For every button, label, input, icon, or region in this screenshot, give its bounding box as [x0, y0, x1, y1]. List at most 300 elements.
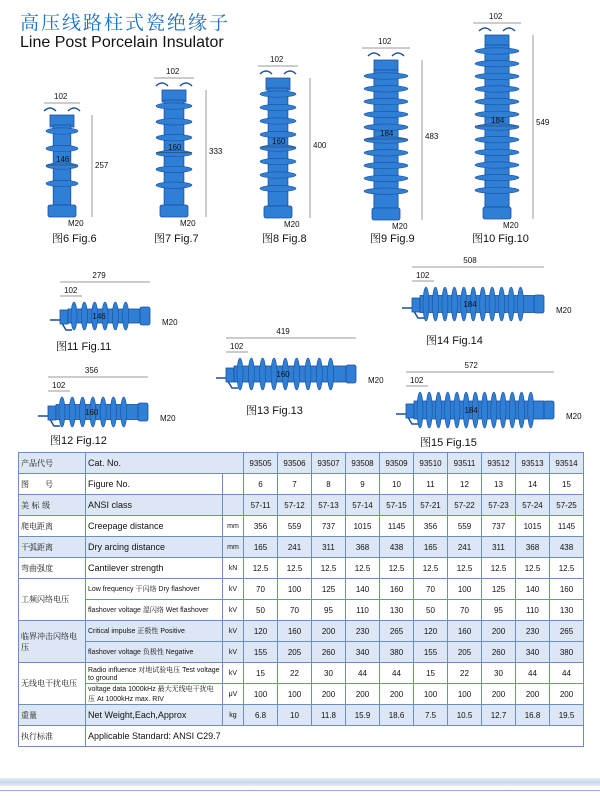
value-cell: 57-22: [448, 495, 482, 516]
weight-row: [19, 705, 584, 726]
insulator-base: [140, 307, 150, 325]
value-cell: 13: [482, 474, 516, 495]
length-dimension: 419: [276, 327, 290, 336]
value-cell: 15: [550, 474, 584, 495]
value-cell: 12: [448, 474, 482, 495]
value-cell: 356: [414, 516, 448, 537]
thread-size: M20: [566, 412, 582, 421]
insulator-shed: [445, 392, 451, 428]
value-cell: 10: [278, 705, 312, 726]
insulator-shed: [260, 358, 266, 390]
insulator-shed: [260, 172, 296, 178]
value-cell: 44: [346, 663, 380, 684]
insulator-shed: [305, 358, 311, 390]
row-label-cn: 爬电距离: [19, 516, 86, 537]
cap-clamp: [368, 53, 404, 56]
insulator-shed: [112, 302, 118, 330]
value-cell: 57-25: [550, 495, 584, 516]
insulator-shed: [260, 158, 296, 164]
value-cell: 57-15: [380, 495, 414, 516]
value-cell: 50: [244, 600, 278, 621]
value-cell: 110: [516, 600, 550, 621]
row-label-cn: 重量: [19, 705, 86, 726]
value-cell: 155: [244, 642, 278, 663]
insulator-shed: [475, 86, 519, 92]
row-label-en: Figure No.: [86, 474, 223, 495]
value-cell: 737: [482, 516, 516, 537]
table-row: [19, 474, 584, 495]
cat-number-cell: 93506: [278, 453, 312, 474]
value-cell: 120: [244, 621, 278, 642]
width-dimension: 102: [54, 92, 68, 101]
thread-size: M20: [284, 220, 300, 229]
cat-number-cell: 93509: [380, 453, 414, 474]
diameter-dimension: 146: [92, 312, 106, 321]
insulator-shed: [260, 118, 296, 124]
value-cell: 12.5: [380, 558, 414, 579]
insulator-shed: [328, 358, 334, 390]
cat-number-cell: 93507: [312, 453, 346, 474]
insulator-shed: [81, 302, 87, 330]
thread-size: M20: [180, 219, 196, 228]
insulator-shed: [451, 287, 457, 321]
thread-size: M20: [556, 306, 572, 315]
value-cell: 22: [278, 663, 312, 684]
insulator-shed: [316, 358, 322, 390]
value-cell: 11: [414, 474, 448, 495]
value-cell: 120: [414, 621, 448, 642]
insulator-shed: [482, 392, 488, 428]
value-cell: 19.5: [550, 705, 584, 726]
value-cell: 230: [516, 621, 550, 642]
insulator-shed: [123, 302, 129, 330]
value-cell: 265: [550, 621, 584, 642]
value-cell: 737: [312, 516, 346, 537]
row-label-en: Cantilever strength: [86, 558, 223, 579]
unit-cell: mm: [223, 516, 244, 537]
value-cell: 70: [414, 579, 448, 600]
value-cell: 165: [244, 537, 278, 558]
value-cell: 50: [414, 600, 448, 621]
value-cell: 260: [312, 642, 346, 663]
value-cell: 125: [312, 579, 346, 600]
insulator-shed: [509, 392, 515, 428]
insulator-shed: [423, 287, 429, 321]
insulator-shed: [475, 162, 519, 168]
width-dimension: 102: [378, 37, 392, 46]
insulator-shed: [248, 358, 254, 390]
insulator-shed: [475, 149, 519, 155]
bottom-stripe: [0, 778, 600, 786]
value-cell: 16.8: [516, 705, 550, 726]
value-cell: 12.5: [550, 558, 584, 579]
thread-size: M20: [503, 221, 519, 230]
unit-cell: kV: [223, 663, 244, 684]
value-cell: 100: [244, 684, 278, 705]
diameter-dimension: 160: [84, 408, 99, 417]
table-row: [19, 558, 584, 579]
figure-label: 图10 Fig.10: [472, 233, 529, 245]
value-cell: 7.5: [414, 705, 448, 726]
diameter-dimension: 160: [168, 142, 182, 152]
insulator-cap: [226, 368, 234, 382]
value-cell: 95: [312, 600, 346, 621]
value-cell: 140: [346, 579, 380, 600]
value-cell: 12.5: [516, 558, 550, 579]
insulator-cap: [406, 404, 414, 418]
insulator-shed: [364, 86, 408, 92]
group-sub-label: voltage data 1000kHz 最大无线电干扰电压 At 1000kHz max. RIV: [86, 684, 223, 705]
header-row: [19, 453, 584, 474]
insulator-shed: [237, 358, 243, 390]
bottom-line: [0, 790, 600, 791]
insulator-shed: [417, 392, 423, 428]
insulator-cap: [48, 406, 56, 420]
value-cell: 200: [482, 684, 516, 705]
insulator-shed: [454, 392, 460, 428]
value-cell: 311: [312, 537, 346, 558]
insulator-base: [483, 207, 511, 219]
value-cell: 1015: [346, 516, 380, 537]
insulator-shed: [71, 302, 77, 330]
value-cell: 12.5: [244, 558, 278, 579]
thread-size: M20: [392, 222, 408, 231]
height-dimension: 257: [95, 161, 109, 170]
insulator-shed: [364, 111, 408, 117]
insulator-cap: [412, 298, 420, 312]
value-cell: 125: [482, 579, 516, 600]
unit-cell: kN: [223, 558, 244, 579]
table-row: [19, 600, 584, 621]
value-cell: 6.8: [244, 705, 278, 726]
unit-cell: [223, 474, 244, 495]
length-dimension: 572: [464, 361, 478, 370]
insulator-shed: [100, 397, 106, 427]
value-cell: 160: [550, 579, 584, 600]
insulator-shed: [508, 287, 514, 321]
diameter-dimension: 184: [464, 406, 478, 415]
insulator-shed: [364, 73, 408, 79]
value-cell: 15.9: [346, 705, 380, 726]
title-chinese: 高压线路柱式瓷绝缘子: [20, 12, 231, 34]
height-dimension: 400: [313, 141, 327, 151]
value-cell: 438: [380, 537, 414, 558]
insulator-shed: [110, 397, 116, 427]
table-row: [19, 579, 584, 600]
value-cell: 155: [414, 642, 448, 663]
row-label-en: ANSI class: [86, 495, 223, 516]
thread-size: M20: [368, 376, 384, 385]
value-cell: 6: [244, 474, 278, 495]
value-cell: 140: [516, 579, 550, 600]
insulator-shed: [500, 392, 506, 428]
table-row: [19, 621, 584, 642]
value-cell: 368: [346, 537, 380, 558]
row-label-cn: 干弧距离: [19, 537, 86, 558]
value-cell: 15: [244, 663, 278, 684]
cap-clamp: [44, 108, 80, 111]
insulator-shed: [475, 48, 519, 54]
value-cell: 160: [448, 621, 482, 642]
group-sub-label: flashover voltage 湿闪络 Wet flashover: [86, 600, 223, 621]
diameter-dimension: 184: [380, 129, 394, 138]
group-sub-label: flashover voltage 负极性 Negative: [86, 642, 223, 663]
width-dimension: 102: [270, 55, 284, 64]
unit-cell: kV: [223, 621, 244, 642]
row-label-cn: 产品代号: [19, 453, 86, 474]
thread-size: M20: [68, 219, 84, 228]
value-cell: 200: [346, 684, 380, 705]
insulator-cap: [60, 310, 68, 324]
width-dimension: 102: [489, 12, 503, 21]
value-cell: 70: [244, 579, 278, 600]
value-cell: 205: [278, 642, 312, 663]
value-cell: 57-14: [346, 495, 380, 516]
height-dimension: 549: [536, 117, 550, 127]
insulator-base: [544, 401, 554, 419]
cap-clamp: [156, 83, 192, 86]
group-label-cn: 无线电干扰电压: [19, 663, 86, 705]
value-cell: 200: [312, 621, 346, 642]
thread-size: M20: [160, 414, 176, 423]
value-cell: 160: [380, 579, 414, 600]
title-english: Line Post Porcelain Insulator: [20, 34, 224, 51]
value-cell: 18.6: [380, 705, 414, 726]
insulator-shed: [426, 392, 432, 428]
diameter-dimension: 184: [463, 300, 477, 309]
insulator-base: [264, 206, 292, 218]
figure-label: 图12 Fig.12: [50, 435, 107, 447]
table-row: [19, 516, 584, 537]
insulator-shed: [528, 392, 534, 428]
cat-number-cell: 93508: [346, 453, 380, 474]
insulator-shed: [435, 392, 441, 428]
value-cell: 438: [550, 537, 584, 558]
table-row: [19, 495, 584, 516]
value-cell: 30: [312, 663, 346, 684]
value-cell: 265: [380, 621, 414, 642]
value-cell: 57-12: [278, 495, 312, 516]
value-cell: 12.5: [278, 558, 312, 579]
group-label-cn: 工频闪络电压: [19, 579, 86, 621]
insulator-base: [138, 403, 148, 421]
value-cell: 12.5: [312, 558, 346, 579]
insulator-shed: [499, 287, 505, 321]
figure-label: 图6 Fig.6: [52, 233, 97, 245]
value-cell: 12.5: [448, 558, 482, 579]
insulator-base: [346, 365, 356, 383]
group-sub-label: Low frequency 干闪络 Dry flashover: [86, 579, 223, 600]
value-cell: 8: [312, 474, 346, 495]
value-cell: 130: [380, 600, 414, 621]
value-cell: 380: [550, 642, 584, 663]
insulator-shed: [475, 187, 519, 193]
value-cell: 100: [448, 579, 482, 600]
diameter-dimension: 184: [491, 116, 505, 125]
insulator-shed: [156, 134, 192, 140]
insulator-shed: [260, 185, 296, 191]
row-label-cn: 弯曲强度: [19, 558, 86, 579]
value-cell: 311: [482, 537, 516, 558]
cap-clamp: [260, 71, 296, 74]
width-dimension: 102: [64, 286, 78, 295]
insulator-shed: [364, 175, 408, 181]
unit-cell: mm: [223, 537, 244, 558]
value-cell: 12.5: [346, 558, 380, 579]
value-cell: 100: [278, 579, 312, 600]
value-cell: 44: [380, 663, 414, 684]
insulator-shed: [121, 397, 127, 427]
value-cell: 380: [380, 642, 414, 663]
value-cell: 7: [278, 474, 312, 495]
unit-cell: kg: [223, 705, 244, 726]
cat-number-cell: 93511: [448, 453, 482, 474]
insulator-shed: [156, 119, 192, 125]
group-sub-label: Critical impulse 正极性 Positive: [86, 621, 223, 642]
unit-cell: kV: [223, 579, 244, 600]
figure-label: 图11 Fig.11: [56, 341, 112, 353]
value-cell: 70: [278, 600, 312, 621]
cat-number-cell: 93505: [244, 453, 278, 474]
cat-number-cell: 93510: [414, 453, 448, 474]
value-cell: 205: [448, 642, 482, 663]
value-cell: 160: [278, 621, 312, 642]
value-cell: 241: [278, 537, 312, 558]
unit-cell: kV: [223, 600, 244, 621]
value-cell: 1145: [550, 516, 584, 537]
table-row: [19, 684, 584, 705]
insulator-shed: [491, 392, 497, 428]
insulator-shed: [69, 397, 75, 427]
figure-label: 图9 Fig.9: [370, 233, 415, 245]
width-dimension: 102: [230, 342, 244, 351]
value-cell: 57-21: [414, 495, 448, 516]
group-sub-label: Radio influence 对地试验电压 Test voltage to ground: [86, 663, 223, 684]
cat-number-cell: 93512: [482, 453, 516, 474]
row-label-en: Creepage distance: [86, 516, 223, 537]
insulator-shed: [260, 104, 296, 110]
value-cell: 260: [482, 642, 516, 663]
value-cell: 340: [346, 642, 380, 663]
insulator-shed: [364, 188, 408, 194]
value-cell: 95: [482, 600, 516, 621]
value-cell: 12.5: [414, 558, 448, 579]
value-cell: 130: [550, 600, 584, 621]
value-cell: 110: [346, 600, 380, 621]
insulator-shed: [156, 182, 192, 188]
insulator-shed: [480, 287, 486, 321]
value-cell: 200: [380, 684, 414, 705]
spec-table: [18, 452, 584, 747]
figure-label: 图14 Fig.14: [426, 335, 483, 347]
value-cell: 11.8: [312, 705, 346, 726]
table-row: [19, 642, 584, 663]
width-dimension: 102: [166, 67, 180, 76]
insulator-shed: [294, 358, 300, 390]
value-cell: 200: [550, 684, 584, 705]
insulator-shed: [442, 287, 448, 321]
value-cell: 9: [346, 474, 380, 495]
insulator-shed: [364, 98, 408, 104]
unit-cell: [223, 495, 244, 516]
figure-label: 图8 Fig.8: [262, 233, 307, 245]
value-cell: 15: [414, 663, 448, 684]
standard-cell: Applicable Standard: ANSI C29.7: [86, 726, 584, 747]
insulator-shed: [46, 128, 78, 134]
value-cell: 22: [448, 663, 482, 684]
width-dimension: 102: [52, 381, 66, 390]
insulator-shed: [156, 103, 192, 109]
insulator-shed: [475, 73, 519, 79]
cat-number-cell: 93514: [550, 453, 584, 474]
cat-number-cell: 93513: [516, 453, 550, 474]
group-label-cn: 临界冲击闪络电压: [19, 621, 86, 663]
diameter-dimension: 146: [56, 155, 70, 164]
value-cell: 1145: [380, 516, 414, 537]
value-cell: 356: [244, 516, 278, 537]
insulator-shed: [156, 166, 192, 172]
value-cell: 230: [346, 621, 380, 642]
value-cell: 44: [550, 663, 584, 684]
value-cell: 200: [516, 684, 550, 705]
value-cell: 340: [516, 642, 550, 663]
value-cell: 100: [278, 684, 312, 705]
figure-label: 图13 Fig.13: [246, 405, 303, 417]
insulator-shed: [46, 145, 78, 151]
table-row: [19, 537, 584, 558]
value-cell: 57-23: [482, 495, 516, 516]
value-cell: 200: [312, 684, 346, 705]
row-label-en: Cat. No.: [86, 453, 244, 474]
value-cell: 559: [278, 516, 312, 537]
row-label-cn: 美 标 级: [19, 495, 86, 516]
value-cell: 100: [414, 684, 448, 705]
insulator-base: [160, 205, 188, 217]
row-label-en: Dry arcing distance: [86, 537, 223, 558]
insulator-shed: [46, 180, 78, 186]
value-cell: 165: [414, 537, 448, 558]
diameter-dimension: 160: [272, 137, 286, 146]
standard-row: [19, 726, 584, 747]
length-dimension: 356: [84, 366, 99, 375]
insulator-shed: [364, 150, 408, 156]
unit-cell: kV: [223, 642, 244, 663]
value-cell: 70: [448, 600, 482, 621]
length-dimension: 508: [463, 256, 477, 265]
value-cell: 30: [482, 663, 516, 684]
value-cell: 44: [516, 663, 550, 684]
value-cell: 10.5: [448, 705, 482, 726]
value-cell: 57-24: [516, 495, 550, 516]
unit-cell: μV: [223, 684, 244, 705]
row-label-cn: 执行标准: [19, 726, 86, 747]
value-cell: 1015: [516, 516, 550, 537]
diameter-dimension: 160: [276, 370, 290, 379]
height-dimension: 333: [209, 147, 223, 157]
table-row: [19, 663, 584, 684]
width-dimension: 102: [410, 376, 424, 385]
insulator-shed: [519, 392, 525, 428]
value-cell: 14: [516, 474, 550, 495]
value-cell: 12.5: [482, 558, 516, 579]
value-cell: 200: [482, 621, 516, 642]
figure-label: 图15 Fig.15: [420, 437, 477, 449]
insulator-shed: [364, 162, 408, 168]
thread-size: M20: [162, 318, 178, 327]
height-dimension: 483: [425, 132, 439, 142]
value-cell: 57-13: [312, 495, 346, 516]
insulator-shed: [475, 60, 519, 66]
